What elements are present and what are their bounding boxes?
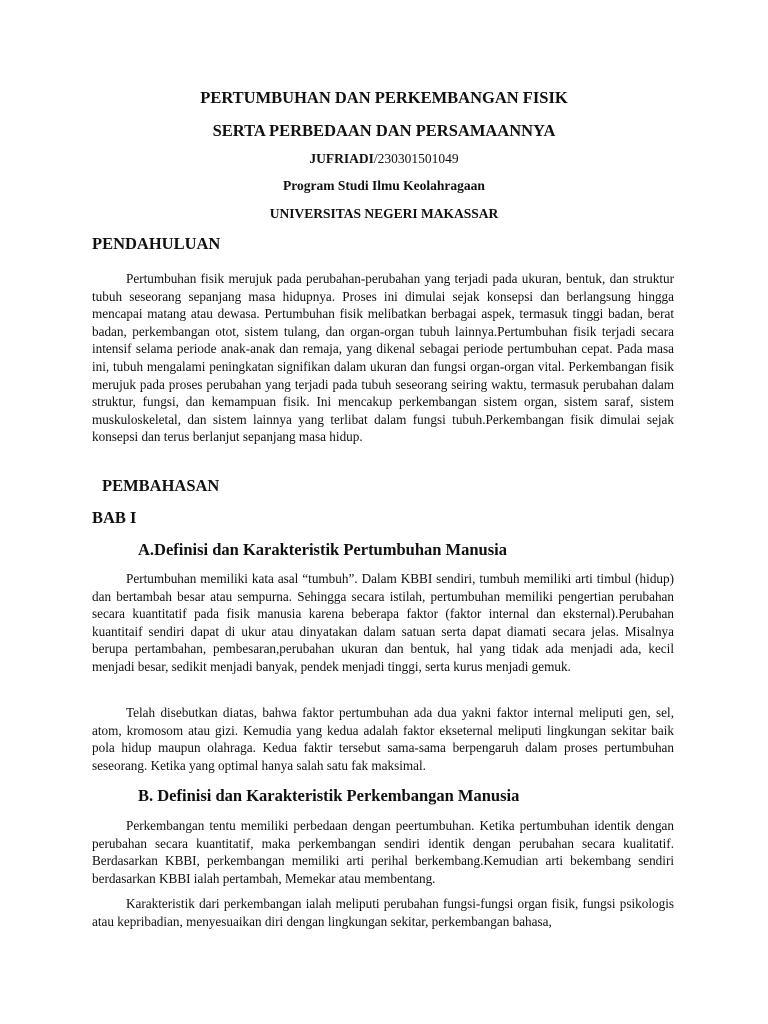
- section-a-paragraph-1: Pertumbuhan memiliki kata asal “tumbuh”. Dalam KBBI sendiri, tumbuh memiliki arti timbul (hidup) dan bertambah besar atau sempurna. Sehingga secara istilah, pertumbuhan memiliki pengertian perubahan secara kuantitatif pada fisik manusia karena beberapa faktor (faktor internal dan eksternal).Perubahan kuantitaif sendiri dapat di ukur atau dinyatakan dalam satuan serta dapat diamati secara jelas. Misalnya berupa pertambahan, pembesaran,perubahan ukuran dan bentuk, hal yang tidak ada menjadi ada, kecil menjadi besar, sedikit menjadi banyak, pendek menjadi tinggi, serta kurus menjadi gemuk.: [92, 571, 674, 674]
- section-b-paragraph-2: Karakteristik dari perkembangan ialah meliputi perubahan fungsi-fungsi organ fisik, fungsi psikologis atau kepribadian, menyesuaikan diri dengan lingkungan sekitar, perkembangan bahasa,: [92, 896, 674, 929]
- intro-heading: PENDAHULUAN: [92, 234, 221, 253]
- intro-paragraph: Pertumbuhan fisik merujuk pada perubahan-perubahan yang terjadi pada ukuran, bentuk, dan struktur tubuh seseorang sepanjang masa hidupnya. Proses ini dimulai sejak konsepsi dan berlangsung hingga mencapai matang atau dewasa. Pertumbuhan fisik melibatkan berbagai aspek, termasuk tinggi badan, berat badan, perkembangan otot, sistem tulang, dan organ-organ tubuh lainnya.Pertumbuhan fisik terjadi secara intensif selama periode anak-anak dan remaja, yang dikenal sebagai periode pertumbuhan cepat. Pada masa ini, tubuh mengalami peningkatan signifikan dalam ukuran dan fungsi organ-organ vital. Perkembangan fisik merujuk pada proses perubahan yang terjadi pada tubuh seseorang seiring waktu, termasuk perubahan dalam struktur, fungsi, dan kemampuan fisik. Ini mencakup perkembangan sistem organ, sistem saraf, sistem muskuloskeletal, dan sistem lainnya yang terlibat dalam fungsi tubuh.Perkembangan fisik dimulai sejak konsepsi dan terus berlanjut sepanjang masa hidup.: [92, 271, 674, 445]
- chapter-heading: BAB I: [92, 508, 137, 527]
- section-b-paragraph-1: Perkembangan tentu memiliki perbedaan dengan peertumbuhan. Ketika pertumbuhan identik dengan perubahan secara kuantitatif, maka perkembangan sendiri identik dengan perubahan secara kualitatif. Berdasarkan KBBI, perkembangan memiliki arti perihal berkembang.Kemudian arti bekembang sendiri berdasarkan KBBI ialah pertambah, Memekar atau membentang.: [92, 818, 674, 886]
- author-id: /230301501049: [373, 151, 459, 166]
- title-line-2: SERTA PERBEDAAN DAN PERSAMAANNYA: [212, 121, 556, 140]
- discussion-heading: PEMBAHASAN: [102, 476, 220, 495]
- title-line-1: PERTUMBUHAN DAN PERKEMBANGAN FISIK: [200, 88, 568, 107]
- section-a-heading: A.Definisi dan Karakteristik Pertumbuhan Manusia: [138, 540, 507, 559]
- author-line: [0, 151, 768, 167]
- section-b-heading: B. Definisi dan Karakteristik Perkembangan Manusia: [138, 786, 520, 805]
- university-name: UNIVERSITAS NEGERI MAKASSAR: [269, 206, 499, 221]
- section-a-paragraph-2: Telah disebutkan diatas, bahwa faktor pertumbuhan ada dua yakni faktor internal meliputi gen, sel, atom, kromosom atau gizi. Kemudia yang kedua adalah faktor ekseternal meliputi lingkungan sekitar baik pola hidup maupun olahraga. Kedua faktir tersebut sama-sama berpengaruh dalam proses pertumbuhan seseorang. Ketika yang optimal hanya salah satu fak maksimal.: [92, 705, 674, 773]
- author-name: JUFRIADI: [309, 151, 374, 166]
- study-program: Program Studi Ilmu Keolahragaan: [283, 178, 485, 193]
